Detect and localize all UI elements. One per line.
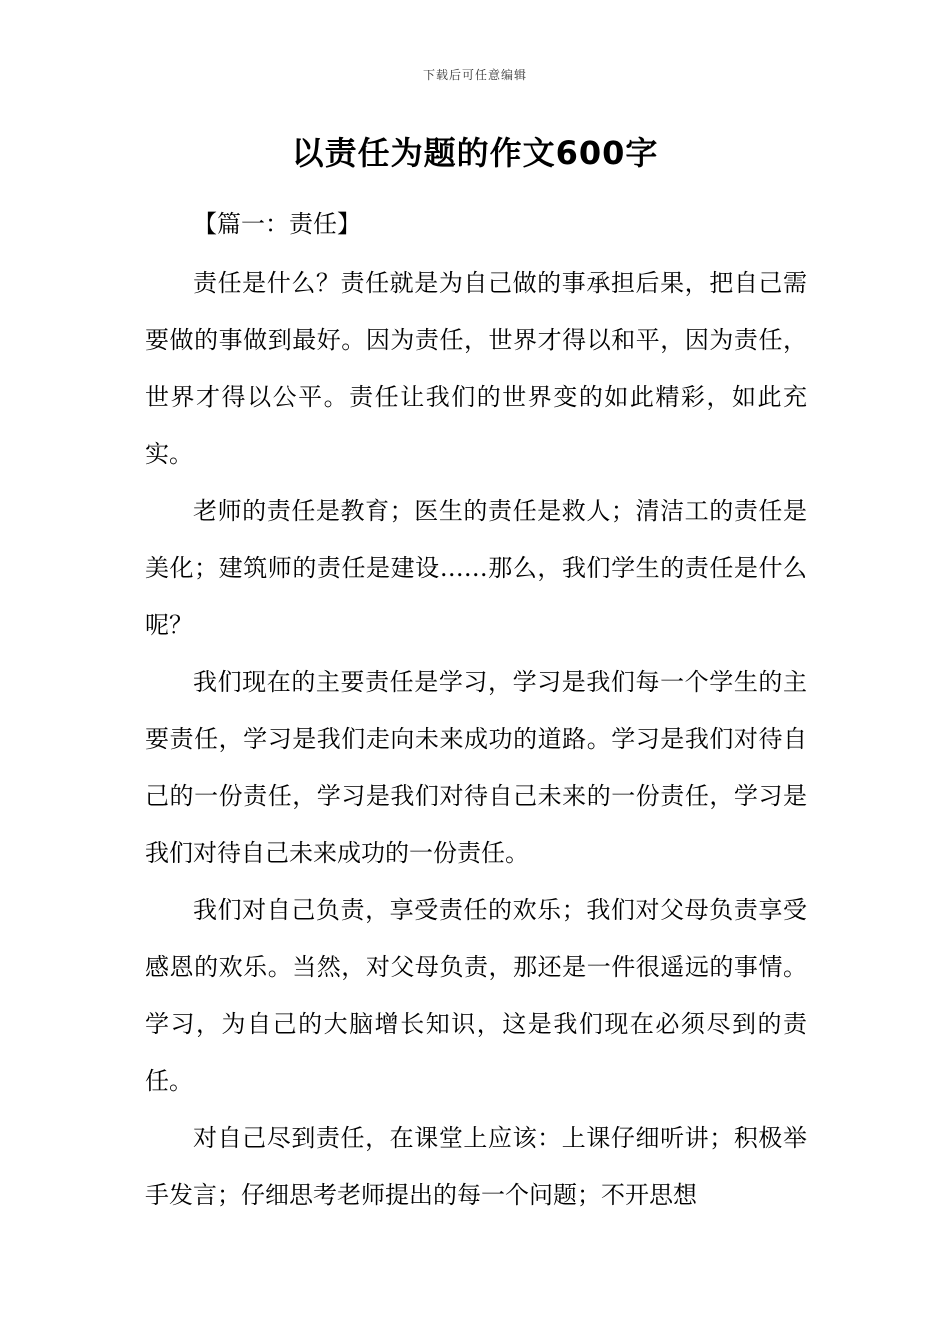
paragraph-1: 责任是什么？责任就是为自己做的事承担后果，把自己需要做的事做到最好。因为责任，世界才得以和平，因为责任，世界才得以公平。责任让我们的世界变的如此精彩，如此充实。	[145, 269, 807, 468]
section-heading: 【篇一：责任】	[193, 210, 361, 238]
paragraph-2: 老师的责任是教育；医生的责任是救人；清洁工的责任是美化；建筑师的责任是建设……那么，我们学生的责任是什么呢？	[145, 497, 807, 639]
header-note: 下载后可任意编辑	[422, 68, 527, 82]
paragraph-5: 对自己尽到责任，在课堂上应该：上课仔细听讲；积极举手发言；仔细思考老师提出的每一个问题；不开思想	[145, 1124, 807, 1209]
document-title: 以责任为题的作文600字	[291, 134, 659, 172]
document-body	[145, 197, 807, 1224]
paragraph-3: 我们现在的主要责任是学习，学习是我们每一个学生的主要责任，学习是我们走向未来成功的道路。学习是我们对待自己的一份责任，学习是我们对待自己未来的一份责任，学习是我们对待自己未来成功的一份责任。	[145, 668, 807, 867]
paragraph-4: 我们对自己负责，享受责任的欢乐；我们对父母负责享受感恩的欢乐。当然，对父母负责，那还是一件很遥远的事情。学习，为自己的大脑增长知识，这是我们现在必须尽到的责任。	[145, 896, 807, 1095]
